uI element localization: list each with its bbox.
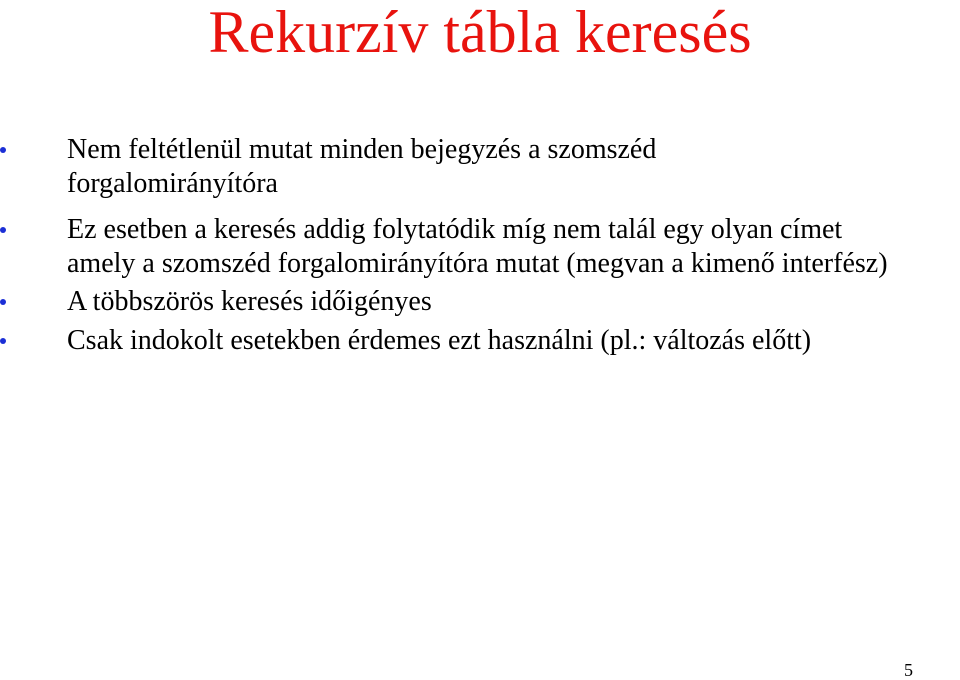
bullet-item — [0, 324, 960, 358]
bullet-text: Nem feltétlenül mutat minden bejegyzés a szomszéd forgalomirányítóra — [67, 134, 657, 199]
bullet-text: Ez esetben a keresés addig folytatódik míg nem talál egy olyan címet amely a szomszéd forgalomirányítóra mutat (megvan a kimenő interfész) — [67, 214, 888, 279]
bullet-dot-icon — [0, 338, 6, 344]
bullet-dot-icon — [0, 147, 6, 153]
bullet-item — [0, 285, 947, 319]
slide-title: Rekurzív tábla keresés — [208, 0, 752, 65]
bullet-list — [0, 133, 960, 358]
page-number: 5 — [904, 660, 913, 680]
bullet-text: A többszörös keresés időigényes — [67, 286, 432, 317]
bullet-text: Csak indokolt esetekben érdemes ezt használni (pl.: változás előtt) — [67, 325, 812, 356]
bullet-item — [0, 133, 827, 201]
bullet-item — [0, 213, 907, 281]
bullet-dot-icon — [0, 299, 6, 305]
bullet-dot-icon — [0, 227, 6, 233]
